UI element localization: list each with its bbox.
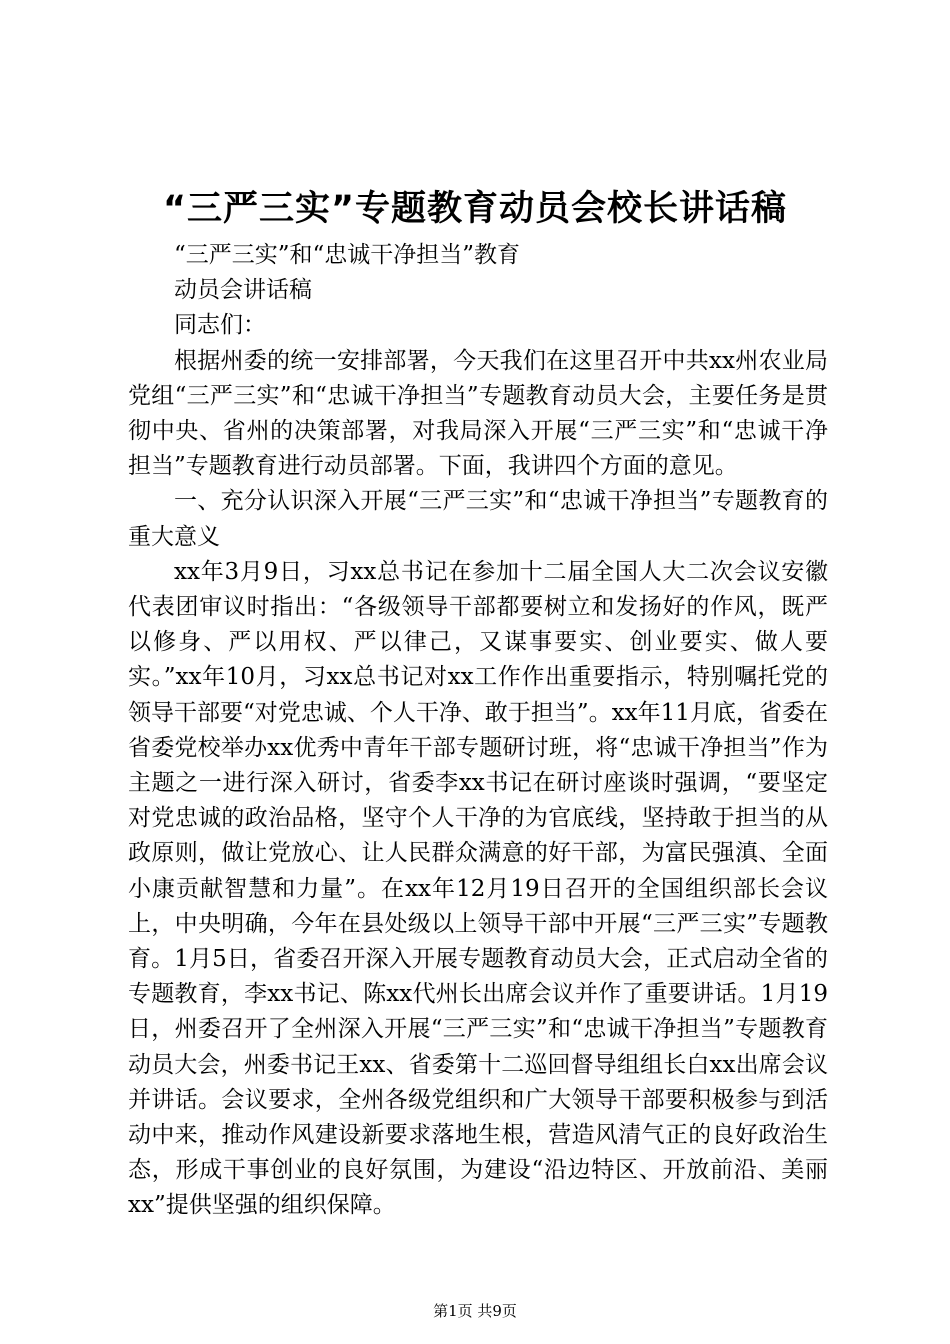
page-footer: 第1页 共9页 bbox=[433, 1302, 517, 1320]
document-title: “三严三实”专题教育动员会校长讲话稿 bbox=[162, 189, 787, 229]
document-body bbox=[128, 238, 828, 1224]
paragraph-body: xx年3月9日，习xx总书记在参加十二届全国人大二次会议安徽代表团审议时指出：“各级领导干部都要树立和发扬好的作风，既严以修身、严以用权、严以律己，又谋事要实、创业要实、做人要实。”xx年10月，习xx总书记对xx工作作出重要指示，特别嘱托党的领导干部要“对党忠诚、个人干净、敢于担当”。xx年11月底，省委在省委党校举办xx优秀中青年干部专题研讨班，将“忠诚干净担当”作为主题之一进行深入研讨，省委李xx书记在研讨座谈时强调，“要坚定对党忠诚的政治品格，坚守个人干净的为官底线，坚持敢于担当的从政原则，做让党放心、让人民群众满意的好干部，为富民强滇、全面小康贡献智慧和力量”。在xx年12月19日召开的全国组织部长会议上，中央明确，今年在县处级以上领导干部中开展“三严三实”专题教育。1月5日，省委召开深入开展专题教育动员大会，正式启动全省的专题教育，李xx书记、陈xx代州长出席会议并作了重要讲话。1月19日，州委召开了全州深入开展“三严三实”和“忠诚干净担当”专题教育动员大会，州委书记王xx、省委第十二巡回督导组组长白xx出席会议并讲话。会议要求，全州各级党组织和广大领导干部要积极参与到活动中来，推动作风建设新要求落地生根，营造风清气正的良好政治生态，形成干事创业的良好氛围，为建设“沿边特区、开放前沿、美丽xx”提供坚强的组织保障。 bbox=[128, 558, 828, 1219]
paragraph-subtitle-line-1: “三严三实”和“忠诚干净担当”教育 bbox=[174, 242, 521, 268]
section-heading-1: 一、充分认识深入开展“三严三实”和“忠诚干净担当”专题教育的重大意义 bbox=[128, 488, 828, 550]
paragraph-subtitle-line-2: 动员会讲话稿 bbox=[174, 277, 312, 304]
paragraph-salutation: 同志们： bbox=[174, 312, 266, 339]
paragraph-intro: 根据州委的统一安排部署，今天我们在这里召开中共xx州农业局党组“三严三实”和“忠诚干净担当”专题教育动员大会，主要任务是贯彻中央、省州的决策部署，对我局深入开展“三严三实”和“忠诚干净担当”专题教育进行动员部署。下面，我讲四个方面的意见。 bbox=[128, 347, 828, 480]
